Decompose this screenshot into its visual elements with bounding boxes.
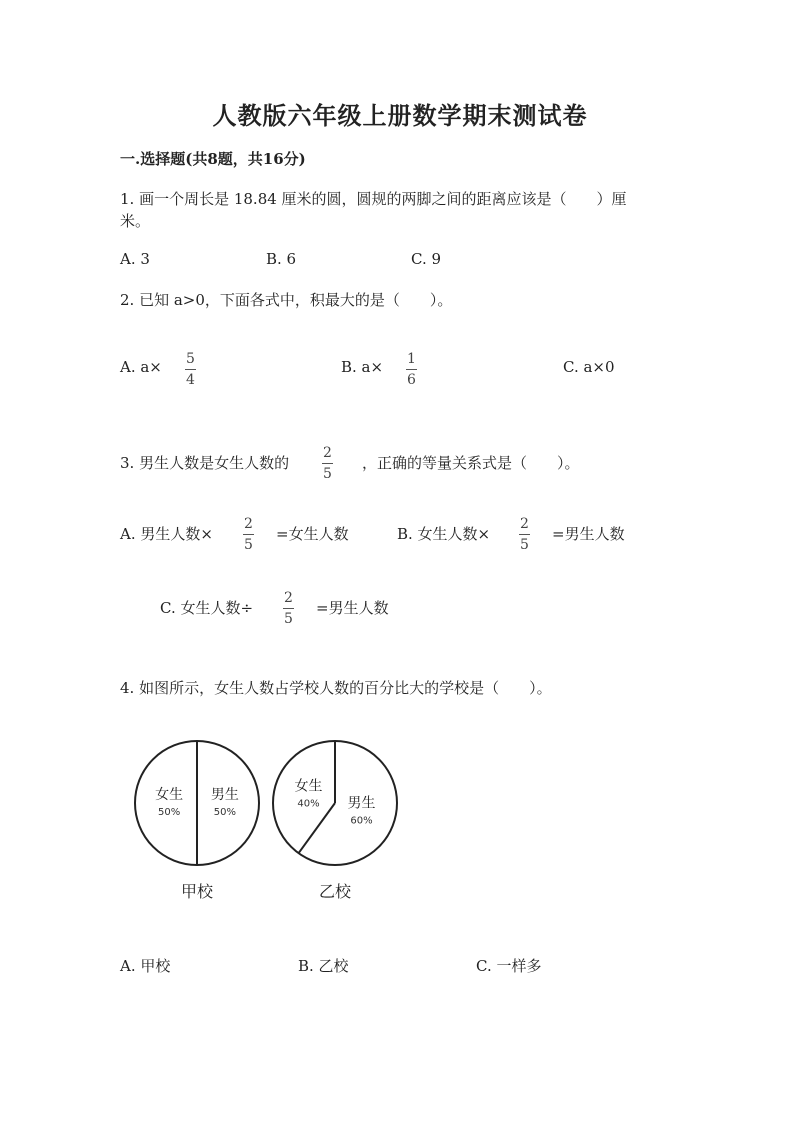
pie-slice-value-label: 50% <box>213 807 237 818</box>
q4-option-a: A. 甲校 <box>120 957 171 975</box>
q3-option-a-prefix: A. 男生人数× <box>120 525 213 543</box>
q3-option-b-prefix: B. 女生人数× <box>397 525 491 543</box>
fraction-denominator: 5 <box>244 537 253 553</box>
pie-slice-label: 女生 <box>294 778 323 795</box>
pie-slice-value-label: 50% <box>157 807 181 818</box>
fraction-numerator: 2 <box>323 445 332 461</box>
pie-charts-figure <box>120 725 400 910</box>
q1-option-c: C. 9 <box>411 250 442 268</box>
q2-option-a: A. a× <box>120 358 162 376</box>
question-4: 4. 如图所示，女生人数占学校人数的百分比大的学校是（ ）。 <box>120 679 552 697</box>
q2-option-a-fraction <box>185 352 196 387</box>
q1-option-a: A. 3 <box>120 250 150 268</box>
q3-option-c-prefix: C. 女生人数÷ <box>160 599 254 617</box>
fraction-numerator: 2 <box>244 516 253 532</box>
fraction-numerator: 5 <box>186 351 195 367</box>
question-1-line-1: 1. 画一个周长是 18.84 厘米的圆，圆规的两脚之间的距离应该是（ ）厘 <box>120 190 627 208</box>
pie-chart-yi-school <box>273 741 397 901</box>
fraction-denominator: 5 <box>520 537 529 553</box>
pie-chart-title: 乙校 <box>318 882 352 901</box>
pie-chart-jia-school <box>135 741 259 901</box>
q4-option-c: C. 一样多 <box>476 957 542 975</box>
pie-chart-title: 甲校 <box>180 882 214 901</box>
q3-fraction <box>322 446 333 481</box>
question-1-line-2: 米。 <box>120 212 151 230</box>
pie-slice-label: 男生 <box>347 795 376 812</box>
fraction-denominator: 6 <box>407 372 416 388</box>
question-3-before: 3. 男生人数是女生人数的 <box>120 454 290 472</box>
fraction-numerator: 2 <box>284 590 293 606</box>
pie-slice-label: 男生 <box>210 787 239 803</box>
q3-option-b-fraction <box>519 517 530 552</box>
fraction-denominator: 5 <box>323 466 332 482</box>
q3-option-b-suffix: =男生人数 <box>552 525 625 543</box>
q1-option-b: B. 6 <box>266 250 297 268</box>
fraction-denominator: 5 <box>284 611 293 627</box>
q3-option-c-fraction <box>283 591 294 626</box>
fraction-denominator: 4 <box>186 372 195 388</box>
q3-option-a-fraction <box>243 517 254 552</box>
page-title: 人教版六年级上册数学期末测试卷 <box>212 101 588 130</box>
question-2: 2. 已知 a>0，下面各式中，积最大的是（ ）。 <box>120 291 453 309</box>
q2-option-c: C. a×0 <box>563 358 615 376</box>
pie-slice-label: 女生 <box>155 787 184 803</box>
section-heading: 一.选择题(共8题，共16分) <box>120 150 306 168</box>
pie-slice-value-label: 60% <box>350 815 373 827</box>
q4-option-b: B. 乙校 <box>298 957 349 975</box>
q3-option-a-suffix: =女生人数 <box>276 525 349 543</box>
pie-slice-value-label: 40% <box>297 798 320 810</box>
fraction-numerator: 1 <box>407 351 416 367</box>
q2-option-b-fraction <box>406 352 417 387</box>
q2-option-b: B. a× <box>341 358 384 376</box>
q3-option-c-suffix: =男生人数 <box>316 599 389 617</box>
fraction-numerator: 2 <box>520 516 529 532</box>
question-3-after: ，正确的等量关系式是（ ）。 <box>362 454 580 472</box>
